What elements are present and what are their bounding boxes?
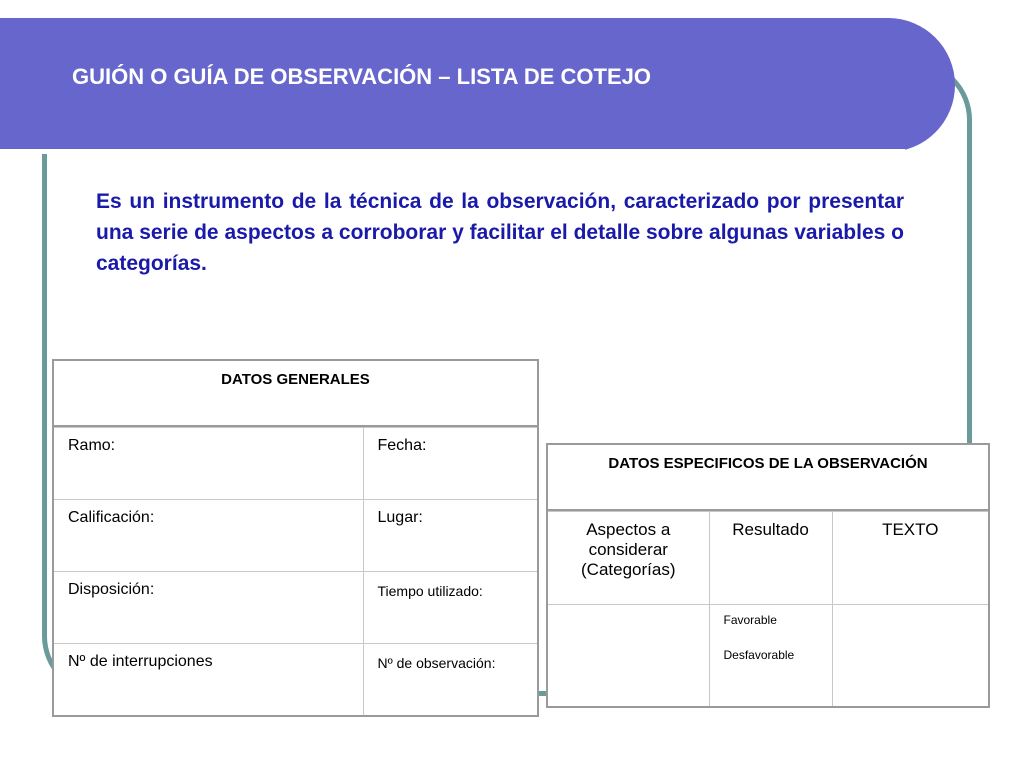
intro-paragraph: Es un instrumento de la técnica de la observación, caracterizado por presentar una serie de aspectos a corroborar y facilitar el detalle sobre algunas variables o categorías. bbox=[96, 190, 904, 275]
resultado-options bbox=[709, 605, 832, 707]
column-texto: TEXTO bbox=[832, 512, 989, 605]
datos-especificos-table bbox=[546, 511, 990, 708]
column-resultado: Resultado bbox=[709, 512, 832, 605]
field-lugar: Lugar: bbox=[363, 500, 538, 572]
field-tiempo-utilizado: Tiempo utilizado: bbox=[363, 572, 538, 644]
option-desfavorable: Desfavorable bbox=[723, 648, 795, 662]
field-disposicion: Disposición: bbox=[53, 572, 363, 644]
aspectos-cell bbox=[547, 605, 709, 707]
field-ramo: Ramo: bbox=[53, 428, 363, 500]
datos-generales-header bbox=[52, 359, 539, 427]
slide-title: GUIÓN O GUÍA DE OBSERVACIÓN – LISTA DE COTEJO bbox=[72, 64, 651, 89]
table-row bbox=[53, 644, 538, 716]
field-interrupciones: Nº de interrupciones bbox=[53, 644, 363, 716]
column-aspectos: Aspectos a considerar (Categorías) bbox=[547, 512, 709, 605]
table-header-row bbox=[547, 512, 989, 605]
datos-generales-heading: DATOS GENERALES bbox=[221, 371, 370, 388]
table-row bbox=[547, 605, 989, 707]
table-row bbox=[53, 572, 538, 644]
texto-cell bbox=[832, 605, 989, 707]
header-underline bbox=[0, 149, 905, 154]
field-calificacion: Calificación: bbox=[53, 500, 363, 572]
table-row bbox=[53, 428, 538, 500]
datos-generales-table bbox=[52, 427, 539, 717]
field-numero-observacion: Nº de observación: bbox=[363, 644, 538, 716]
field-fecha: Fecha: bbox=[363, 428, 538, 500]
datos-especificos-header bbox=[546, 443, 990, 511]
table-row bbox=[53, 500, 538, 572]
header-band bbox=[0, 18, 955, 152]
option-favorable: Favorable bbox=[723, 613, 777, 627]
datos-especificos-heading: DATOS ESPECIFICOS DE LA OBSERVACIÓN bbox=[608, 455, 928, 472]
